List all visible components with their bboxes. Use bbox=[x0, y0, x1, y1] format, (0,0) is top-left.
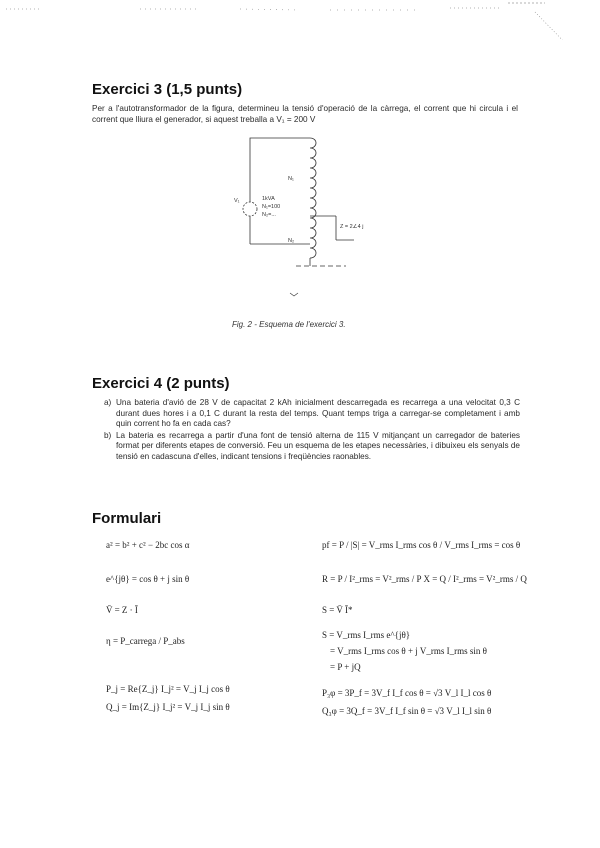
formula-ohm: V̄ = Z · Ī bbox=[106, 605, 138, 615]
formula-power-factor: pf = P / |S| = V_rms I_rms cos θ / V_rms I_rms = cos θ bbox=[322, 540, 521, 550]
transformer-spec-3: N₂=... bbox=[262, 212, 276, 218]
list-item: b) La bateria es recarrega a partir d'una font de tensió alterna de 115 V mitjançant un carregador de bateries format per diferents etapes de conversió. Feu un esquema de les etapes necessàries, i dibuixeu els senyals de tensió en cadascuna d'elles, indicant tensions i freqüències raonables. bbox=[104, 430, 520, 461]
autotransformer-circuit-diagram bbox=[226, 130, 396, 310]
formulari-title: Formulari bbox=[92, 510, 162, 527]
exercise-4-title: Exercici 4 (2 punts) bbox=[92, 375, 230, 392]
formula-three-phase-reactive: Q₃φ = 3Q_f = 3V_f I_f sin θ = √3 V_l I_l sin θ bbox=[322, 706, 492, 716]
formula-complex-power-pq: = P + jQ bbox=[330, 662, 361, 672]
formula-three-phase-active: P₃φ = 3P_f = 3V_f I_f cos θ = √3 V_l I_l cos θ bbox=[322, 688, 492, 698]
formula-complex-power-rect: = V_rms I_rms cos θ + j V_rms I_rms sin θ bbox=[330, 646, 487, 656]
formula-resistance-reactance: R = P / I²_rms = V²_rms / P X = Q / I²_rms = V²_rms / Q bbox=[322, 574, 527, 584]
transformer-spec-2: N₁=100 bbox=[262, 204, 281, 210]
exercise-4-list bbox=[104, 398, 520, 463]
load-impedance-label: Z = 2∠4 j bbox=[340, 224, 364, 230]
formula-euler: e^{jθ} = cos θ + j sin θ bbox=[106, 574, 190, 584]
figure-caption: Fig. 2 - Esquema de l'exercici 3. bbox=[232, 320, 346, 329]
source-voltage-label: V₁ bbox=[234, 198, 240, 204]
formula-complex-power: S = V̄ Ī* bbox=[322, 605, 353, 615]
formula-active-power-phase: P_j = Re{Z_j} I_j² = V_j I_j cos θ bbox=[106, 684, 230, 694]
formula-efficiency: η = P_carrega / P_abs bbox=[106, 636, 185, 646]
list-item: a) Una bateria d'avió de 28 V de capacitat 2 kAh inicialment descarregada es recarrega a una velocitat 0,3 C durant dues hores i a 0,1 C durant la resta del temps. Quant temps triga a carregar-se completament i amb quin corrent ho fa en cada cas? bbox=[104, 398, 520, 428]
winding-label-top: N₁ bbox=[288, 176, 294, 182]
formula-reactive-power-phase: Q_j = Im{Z_j} I_j² = V_j I_j sin θ bbox=[106, 702, 230, 712]
exercise-3-title: Exercici 3 (1,5 punts) bbox=[92, 81, 243, 98]
transformer-spec-1: 1kVA bbox=[262, 196, 275, 202]
winding-label-bottom: N₂ bbox=[288, 238, 295, 244]
formula-complex-power-polar: S = V_rms I_rms e^{jθ} bbox=[322, 630, 411, 640]
scan-noise-top bbox=[0, 0, 600, 40]
exercise-3-statement: Per a l'autotransformador de la figura, determineu la tensió d'operació de la càrrega, el corrent que hi circula i el corrent que lliura el generador, si aquest treballa a V₁ = 200 V bbox=[92, 104, 518, 124]
formula-law-of-cosines: a² = b² + c² − 2bc cos α bbox=[106, 540, 190, 550]
